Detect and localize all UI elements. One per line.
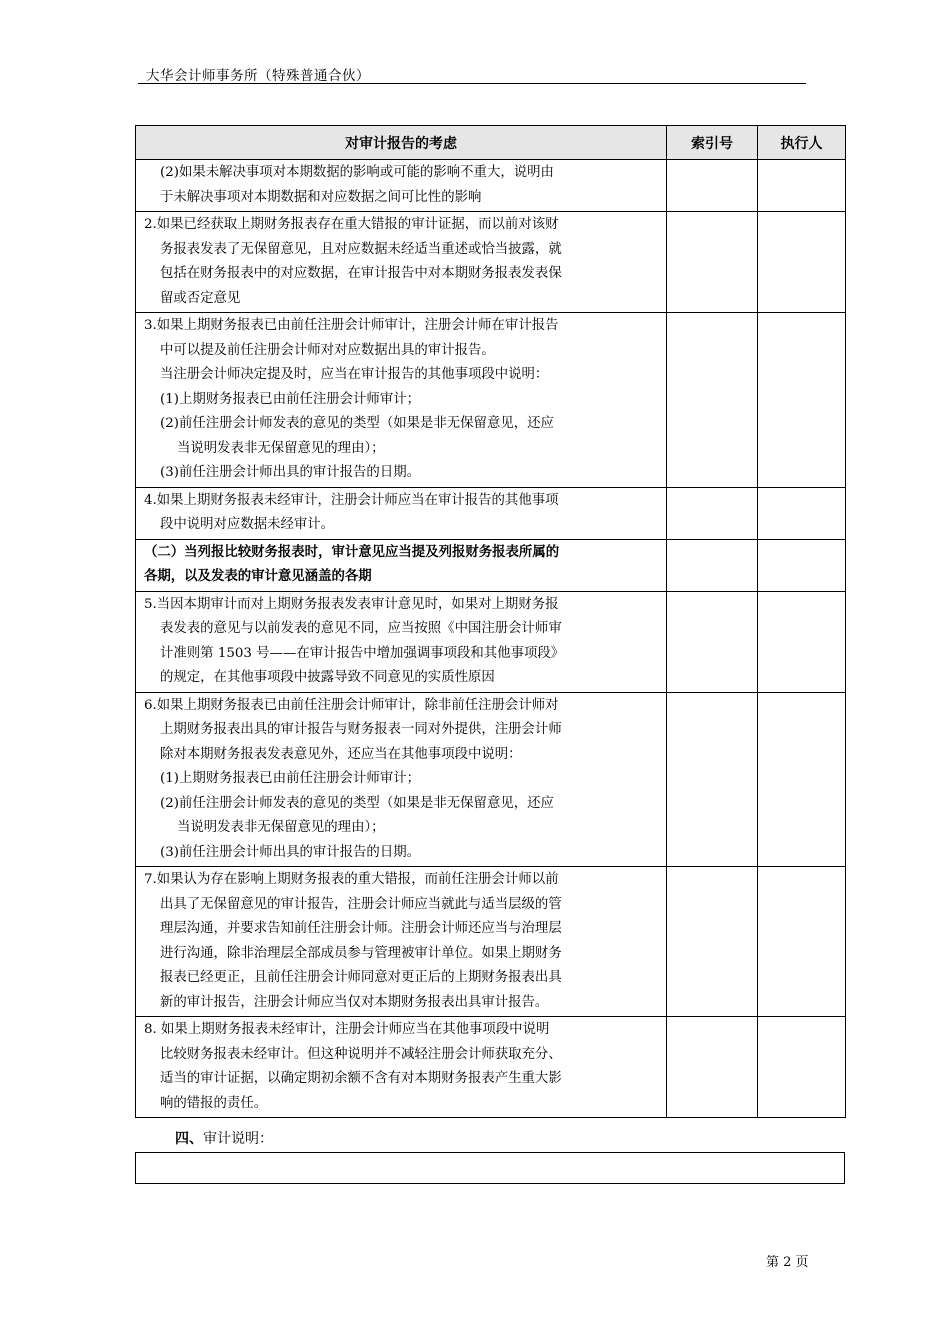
consideration-line: 进行沟通，除非治理层全部成员参与管理被审计单位。如果上期财务 bbox=[160, 945, 562, 961]
section-four-title: 审计说明： bbox=[203, 1131, 273, 1147]
executor-cell[interactable] bbox=[758, 487, 846, 539]
consideration-line: 6.如果上期财务报表已由前任注册会计师审计，除非前任注册会计师对 bbox=[144, 697, 559, 713]
consideration-line: (1)上期财务报表已由前任注册会计师审计； bbox=[160, 391, 420, 407]
consideration-cell bbox=[136, 160, 667, 212]
consideration-line: 中可以提及前任注册会计师对对应数据出具的审计报告。 bbox=[160, 342, 495, 358]
consideration-line: 各期，以及发表的审计意见涵盖的各期 bbox=[144, 569, 372, 584]
table-header-row bbox=[136, 126, 846, 160]
page-number: 第 2 页 bbox=[766, 1255, 809, 1270]
consideration-line: （二）当列报比较财务报表时，审计意见应当提及列报财务报表所属的 bbox=[144, 544, 560, 560]
consideration-cell bbox=[136, 867, 667, 1017]
consideration-line: 包括在财务报表中的对应数据，在审计报告中对本期财务报表发表保 bbox=[160, 266, 562, 281]
consideration-line: (2)前任注册会计师发表的意见的类型（如果是非无保留意见，还应 bbox=[160, 416, 554, 431]
executor-cell[interactable] bbox=[758, 1017, 846, 1118]
executor-cell[interactable] bbox=[758, 692, 846, 867]
consideration-line: 报表已经更正，且前任注册会计师同意对更正后的上期财务报表出具 bbox=[160, 970, 562, 985]
consideration-line: 当说明发表非无保留意见的理由）； bbox=[177, 820, 385, 835]
executor-cell[interactable] bbox=[758, 313, 846, 488]
section-four-number: 四、 bbox=[175, 1131, 203, 1147]
consideration-line: (2)前任注册会计师发表的意见的类型（如果是非无保留意见，还应 bbox=[160, 795, 554, 811]
consideration-line: 适当的审计证据，以确定期初余额不含有对本期财务报表产生重大影 bbox=[160, 1071, 562, 1086]
consideration-line: 当说明发表非无保留意见的理由）； bbox=[177, 440, 385, 456]
consideration-line: 2.如果已经获取上期财务报表存在重大错报的审计证据，而以前对该财 bbox=[144, 217, 559, 232]
consideration-cell bbox=[136, 692, 667, 867]
index-cell[interactable] bbox=[667, 1017, 758, 1118]
executor-cell[interactable] bbox=[758, 591, 846, 692]
table-row bbox=[136, 692, 846, 867]
table-row bbox=[136, 591, 846, 692]
consideration-line: 务报表发表了无保留意见，且对应数据未经适当重述或恰当披露，就 bbox=[160, 241, 562, 257]
consideration-line: 留或否定意见 bbox=[160, 290, 241, 306]
consideration-line: (3)前任注册会计师出具的审计报告的日期。 bbox=[160, 465, 420, 480]
table-row bbox=[136, 1017, 846, 1118]
consideration-line: 于未解决事项对本期数据和对应数据之间可比性的影响 bbox=[160, 189, 482, 205]
consideration-line: 段中说明对应数据未经审计。 bbox=[160, 517, 335, 532]
consideration-cell bbox=[136, 212, 667, 313]
column-header-index: 索引号 bbox=[667, 126, 758, 160]
consideration-line: 比较财务报表未经审计。但这种说明并不减轻注册会计师获取充分、 bbox=[160, 1046, 562, 1062]
table-row bbox=[136, 539, 846, 591]
table-row bbox=[136, 212, 846, 313]
consideration-line: 出具了无保留意见的审计报告，注册会计师应当就此与适当层级的管 bbox=[160, 896, 562, 912]
consideration-line: 的规定，在其他事项段中披露导致不同意见的实质性原因 bbox=[160, 670, 495, 685]
consideration-line: 当注册会计师决定提及时，应当在审计报告的其他事项段中说明： bbox=[160, 367, 549, 382]
consideration-cell bbox=[136, 487, 667, 539]
consideration-line: 除对本期财务报表发表意见外，还应当在其他事项段中说明： bbox=[160, 746, 522, 762]
consideration-cell bbox=[136, 313, 667, 488]
index-cell[interactable] bbox=[667, 539, 758, 591]
index-cell[interactable] bbox=[667, 313, 758, 488]
consideration-line: 4.如果上期财务报表未经审计，注册会计师应当在审计报告的其他事项 bbox=[144, 492, 559, 508]
consideration-line: 表发表的意见与以前发表的意见不同，应当按照《中国注册会计师审 bbox=[160, 621, 562, 636]
consideration-line: 新的审计报告，注册会计师应当仅对本期财务报表出具审计报告。 bbox=[160, 994, 549, 1010]
consideration-cell bbox=[136, 1017, 667, 1118]
header-rule bbox=[138, 83, 806, 84]
consideration-line: 3.如果上期财务报表已由前任注册会计师审计，注册会计师在审计报告 bbox=[144, 318, 559, 333]
consideration-line: 响的错报的责任。 bbox=[160, 1095, 268, 1111]
table-row bbox=[136, 160, 846, 212]
consideration-line: (1)上期财务报表已由前任注册会计师审计； bbox=[160, 771, 420, 786]
consideration-cell bbox=[136, 539, 667, 591]
executor-cell[interactable] bbox=[758, 212, 846, 313]
executor-cell[interactable] bbox=[758, 160, 846, 212]
table-row bbox=[136, 313, 846, 488]
consideration-line: 理层沟通，并要求告知前任注册会计师。注册会计师还应当与治理层 bbox=[160, 921, 562, 936]
index-cell[interactable] bbox=[667, 692, 758, 867]
table-row bbox=[136, 867, 846, 1017]
consideration-line: 计准则第 1503 号——在审计报告中增加强调事项段和其他事项段》 bbox=[160, 645, 565, 661]
index-cell[interactable] bbox=[667, 867, 758, 1017]
executor-cell[interactable] bbox=[758, 867, 846, 1017]
audit-report-table bbox=[135, 125, 846, 1118]
table-row bbox=[136, 487, 846, 539]
index-cell[interactable] bbox=[667, 160, 758, 212]
consideration-line: 8. 如果上期财务报表未经审计，注册会计师应当在其他事项段中说明 bbox=[144, 1022, 550, 1037]
column-header-executor: 执行人 bbox=[758, 126, 846, 160]
consideration-cell bbox=[136, 591, 667, 692]
table-body bbox=[136, 160, 846, 1118]
index-cell[interactable] bbox=[667, 212, 758, 313]
consideration-line: (2)如果未解决事项对本期数据的影响或可能的影响不重大，说明由 bbox=[160, 165, 554, 180]
executor-cell[interactable] bbox=[758, 539, 846, 591]
consideration-line: 5.当因本期审计而对上期财务报表发表审计意见时，如果对上期财务报 bbox=[144, 596, 559, 612]
consideration-line: 上期财务报表出具的审计报告与财务报表一同对外提供，注册会计师 bbox=[160, 722, 562, 737]
consideration-line: (3)前任注册会计师出具的审计报告的日期。 bbox=[160, 844, 420, 860]
index-cell[interactable] bbox=[667, 591, 758, 692]
audit-notes-field[interactable] bbox=[135, 1152, 845, 1184]
firm-name: 大华会计师事务所（特殊普通合伙） bbox=[146, 68, 370, 84]
section-four-heading bbox=[175, 1128, 273, 1148]
index-cell[interactable] bbox=[667, 487, 758, 539]
column-header-consideration: 对审计报告的考虑 bbox=[136, 126, 667, 160]
consideration-line: 7.如果认为存在影响上期财务报表的重大错报，而前任注册会计师以前 bbox=[144, 872, 559, 887]
